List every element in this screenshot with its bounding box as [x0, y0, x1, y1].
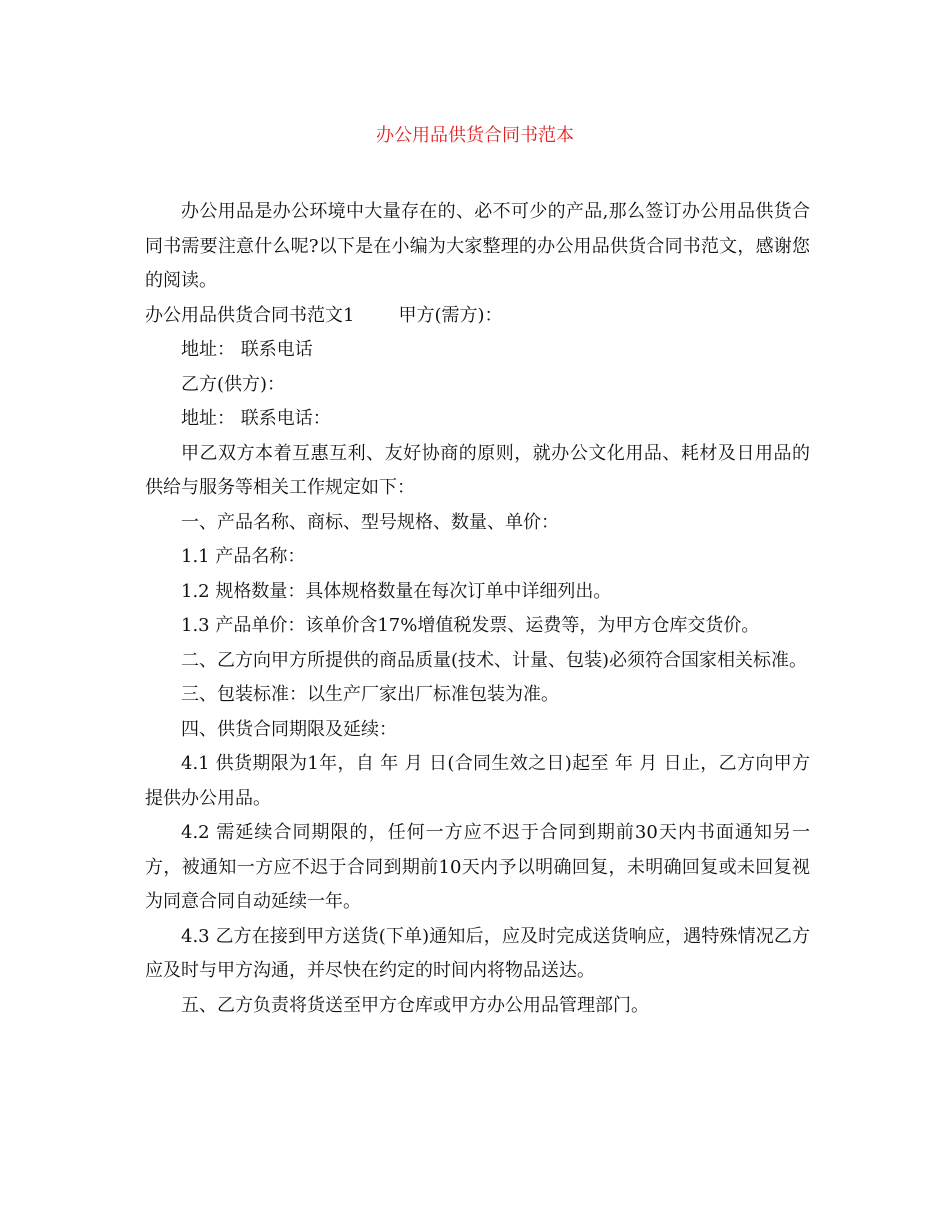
clause-5: 五、乙方负责将货送至甲方仓库或甲方办公用品管理部门。: [181, 994, 649, 1016]
clause-2: 二、乙方向甲方所提供的商品质量(技术、计量、包装)必须符合国家相关标准。: [181, 649, 808, 671]
clause-3: 三、包装标准：以生产厂家出厂标准包装为准。: [181, 684, 559, 705]
party-a-label: 甲方(需方)：: [398, 304, 503, 326]
sample-heading-line: [145, 299, 810, 334]
party-b-address: 地址： 联系电话：: [181, 408, 331, 429]
intro-paragraph: 办公用品是办公环境中大量存在的、必不可少的产品,那么签订办公用品供货合同书需要注意什么呢?以下是在小编为大家整理的办公用品供货合同书范文，感谢您的阅读。: [145, 201, 810, 291]
clause-4-3: 4.3 乙方在接到甲方送货(下单)通知后，应及时完成送货响应，遇特殊情况乙方应及时与甲方沟通，并尽快在约定的时间内将物品送达。: [145, 925, 810, 981]
clause-4-1: 4.1 供货期限为1年，自 年 月 日(合同生效之日)起至 年 月 日止，乙方向甲方提供办公用品。: [145, 753, 810, 809]
document-title: 办公用品供货合同书范本: [376, 125, 574, 146]
document-body: [145, 195, 810, 1023]
clause-1: 一、产品名称、商标、型号规格、数量、单价：: [181, 511, 559, 533]
sample-heading: 办公用品供货合同书范文1: [145, 304, 355, 326]
party-b-label: 乙方(供方)：: [181, 373, 286, 395]
clause-4-2: 4.2 需延续合同期限的，任何一方应不迟于合同到期前30天内书面通知另一方，被通知一方应不迟于合同到期前10天内予以明确回复，未明确回复或未回复视为同意合同自动延续一年。: [145, 822, 810, 912]
clause-1-1: 1.1 产品名称：: [181, 546, 306, 567]
party-a-address: 地址： 联系电话: [181, 339, 313, 360]
clause-1-2: 1.2 规格数量：具体规格数量在每次订单中详细列出。: [181, 580, 612, 602]
clause-4: 四、供货合同期限及延续：: [181, 718, 397, 740]
clause-1-3: 1.3 产品单价：该单价含17%增值税发票、运费等，为甲方仓库交货价。: [181, 615, 760, 636]
preamble-paragraph: 甲乙双方本着互惠互利、友好协商的原则，就办公文化用品、耗材及日用品的供给与服务等相关工作规定如下：: [145, 442, 810, 498]
